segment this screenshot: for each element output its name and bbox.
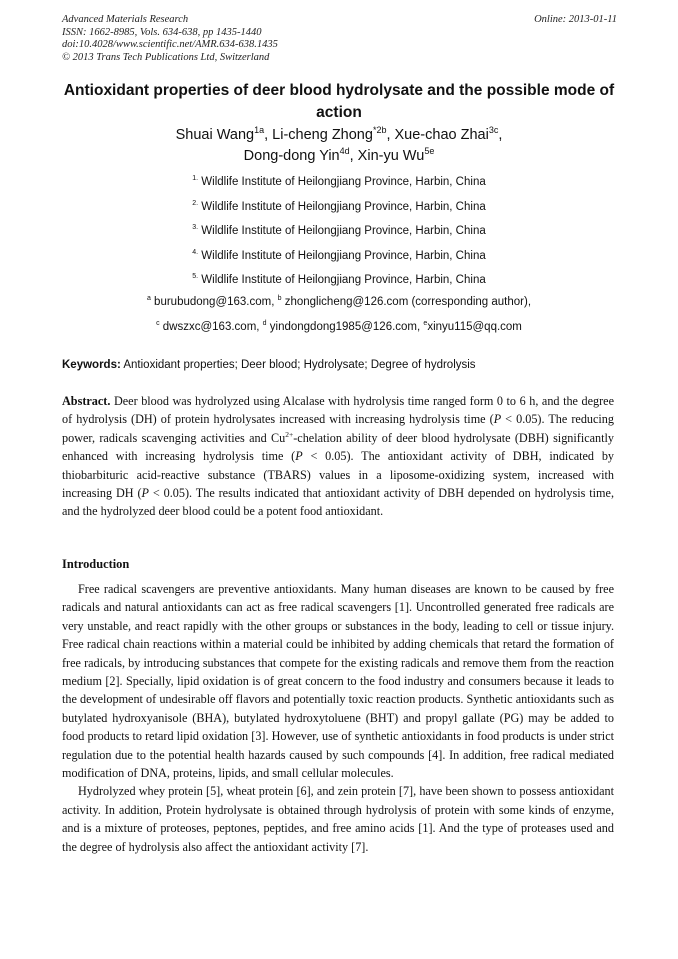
author-affil-marker: 3c	[488, 125, 499, 136]
affiliation-number: 1.	[192, 175, 199, 183]
p-value-symbol: P	[493, 412, 502, 427]
affiliation-number: 4.	[192, 248, 199, 256]
p-value-symbol: P	[141, 486, 149, 501]
email-address[interactable]: yindongdong1985@126.com,	[266, 321, 424, 333]
affiliation-text: Wildlife Institute of Heilongjiang Province, Harbin, China	[198, 249, 486, 262]
doi-link[interactable]: doi:10.4028/www.scientific.net/AMR.634-638.1435	[62, 39, 278, 50]
journal-header	[62, 14, 617, 64]
affiliation-text: Wildlife Institute of Heilongjiang Province, Harbin, China	[198, 200, 486, 213]
author-name: Shuai Wang	[175, 127, 255, 143]
copper-charge: 2+	[285, 429, 294, 439]
author-name: , Li-cheng Zhong	[264, 127, 373, 143]
journal-name: Advanced Materials Research	[62, 14, 189, 25]
affiliation-list	[60, 170, 618, 293]
affiliation-number: 2.	[192, 199, 199, 207]
author-list	[60, 125, 618, 167]
affiliation-text: Wildlife Institute of Heilongjiang Province, Harbin, China	[198, 274, 486, 286]
affiliation-text: Wildlife Institute of Heilongjiang Province, Harbin, China	[198, 225, 486, 237]
author-separator: ,	[498, 127, 503, 143]
affiliation-item	[60, 170, 618, 195]
email-marker: e	[423, 320, 428, 328]
email-marker: a	[146, 295, 151, 303]
affiliation-text: Wildlife Institute of Heilongjiang Province, Harbin, China	[198, 176, 486, 188]
introduction-heading: Introduction	[62, 557, 130, 571]
email-marker: b	[277, 295, 282, 303]
email-line-1	[60, 290, 618, 315]
keywords-label: Keywords:	[62, 359, 121, 371]
author-name: , Xin-yu Wu	[349, 148, 425, 164]
abstract-text: < 0.05). The antioxidant activity of DBH, indicated by thiobarbituric acid-reactive substance (TBARS) values in a liposome-oxidizing system, increased with increasing DH (	[62, 449, 615, 501]
abstract-text: < 0.05). The reducing power, radicals scavenging activities and Cu	[62, 412, 614, 445]
online-date: Online: 2013-01-11	[534, 14, 617, 25]
author-affil-marker: *2b	[372, 125, 387, 136]
email-marker: c	[156, 320, 160, 328]
paragraph: Hydrolyzed whey protein [5], wheat protein [6], and zein protein [7], have been shown to possess antioxidant activity. In addition, Protein hydrolysate is obtained through hydrolysis of protein with some kinds of enzyme, and is a mixture of proteoses, peptones, peptides, and free amino acids [1]. And the type of proteases used and the degree of hydrolysis also affect the antioxidant activity [7].	[62, 784, 614, 854]
affiliation-number: 5.	[192, 273, 199, 281]
email-line-2	[60, 315, 618, 340]
email-address[interactable]: dwszxc@163.com,	[159, 321, 263, 333]
keywords-section	[62, 358, 618, 373]
abstract-text: -chelation ability of deer blood hydrolysate (DBH) significantly enhanced with increasing hydrolysis time (	[62, 430, 614, 464]
author-name: , Xue-chao Zhai	[386, 127, 489, 143]
abstract-label: Abstract.	[62, 394, 111, 408]
author-affil-marker: 5e	[424, 146, 435, 157]
author-line-2	[60, 146, 618, 167]
affiliation-item	[60, 219, 618, 244]
email-marker: d	[262, 320, 267, 328]
abstract-text: Deer blood was hydrolyzed using Alcalase with hydrolysis time ranged form 0 to 6 h, and the degree of hydrolysis (DH) of protein hydrolysates increased with increasing hydrolysis time (	[62, 394, 614, 427]
email-list	[60, 290, 618, 340]
affiliation-item	[60, 195, 618, 220]
email-address[interactable]: zhonglicheng@126.com (corresponding author),	[281, 296, 532, 308]
keywords-text: Antioxidant properties; Deer blood; Hydrolysate; Degree of hydrolysis	[120, 359, 476, 371]
p-value-symbol: P	[295, 449, 303, 464]
affiliation-item	[60, 244, 618, 269]
introduction-body	[62, 580, 614, 856]
email-address[interactable]: xinyu115@qq.com	[427, 321, 522, 333]
copyright-line: © 2013 Trans Tech Publications Ltd, Switzerland	[62, 51, 270, 63]
issn-line: ISSN: 1662-8985, Vols. 634-638, pp 1435-1440	[62, 26, 262, 38]
abstract-section	[62, 392, 614, 521]
author-line-1	[60, 125, 618, 146]
affiliation-item	[60, 268, 618, 293]
author-name: Dong-dong Yin	[243, 148, 340, 164]
author-affil-marker: 4d	[339, 146, 350, 157]
email-address[interactable]: burubudong@163.com,	[150, 296, 278, 308]
affiliation-number: 3.	[192, 224, 199, 232]
author-affil-marker: 1a	[254, 125, 265, 136]
paragraph: Free radical scavengers are preventive antioxidants. Many human diseases are known to be caused by free radicals and natural antioxidants can act as free radical scavengers [1]. Uncontrolled generated free radicals are very unstable, and react rapidly with the other groups or substances in the body, leading to cell or tissue injury. Free radical chain reactions within a material could be inhibited by adding chemicals that retard the formation of free radicals, by introducing substances that compete for the existing radicals and remove them from the reaction medium [2]. Specially, lipid oxidation is of great concern to the food industry and consumers because it leads to the development of undesirable off flavors and potentially toxic reaction products. Synthetic antioxidants such as butylated hydroxyanisole (BHA), butylated hydroxytoluene (BHT) and propyl gallate (PG) may be added to food products to retard lipid oxidation [3]. However, use of synthetic antioxidants in food products is under strict regulation due to the potential health hazards caused by such compounds [4]. In addition, free radical mediated modification of DNA, proteins, lipids, and small cellular molecules.	[62, 582, 614, 781]
paper-title: Antioxidant properties of deer blood hydrolysate and the possible mode of action	[63, 82, 615, 121]
abstract-text: < 0.05). The results indicated that antioxidant activity of DBH depended on hydrolysis time, and the hydrolyzed deer blood could be a potent food antioxidant.	[62, 486, 614, 519]
